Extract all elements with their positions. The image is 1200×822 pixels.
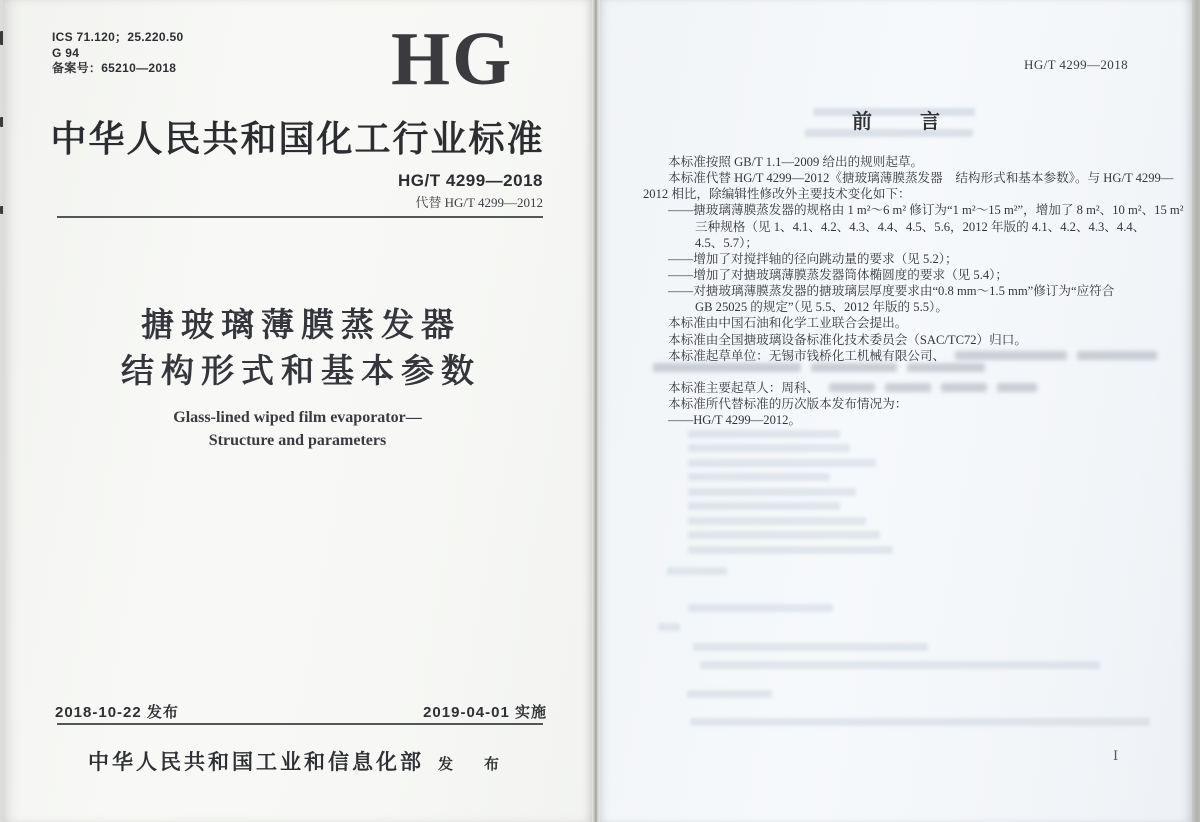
redacted-text-block [907,363,985,372]
foreword-line-text: 本标准按照 GB/T 1.1—2009 给出的规则起草。 [668,155,924,169]
foreword-line-text: 本标准由中国石油和化学工业联合会提出。 [668,316,908,331]
foreword-line [643,167,1174,186]
foreword-heading: 前 言 [852,111,954,133]
foreword-line-text: ——搪玻璃薄膜蒸发器的规格由 1 m²～6 m² 修订为“1 m²～15 m²”，增加了 8 m²、10 m²、15 m² [668,203,1184,218]
foreword-line [643,264,1143,280]
bleed-through-line [688,531,880,539]
foreword-page [600,0,1192,822]
title-zh-line1: 搪玻璃薄膜蒸发器 [141,306,461,343]
standard-series-title: 中华人民共和国化工行业标准 [50,118,545,159]
standard-title-en [3,406,592,452]
foreword-line-text: 本标准由全国搪玻璃设备标准化技术委员会（SAC/TC72）归口。 [668,332,1027,347]
foreword-line [643,216,1146,234]
footer-rule [57,723,543,725]
bleed-through-line [688,502,840,510]
foreword-line-text: ——HG/T 4299—2012。 [668,413,802,428]
foreword-line-text: ——增加了对搅拌轴的径向跳动量的要求（见 5.2）； [668,251,958,266]
foreword-line-text: 三种规格（见 1、4.1、4.2、4.3、4.4、4.5、5.6，2012 年版的 4.1、4.2、4.3、4.4、 [695,219,1146,234]
replaces-note: 代替 HG/T 4299—2012 [415,195,543,210]
bleed-through-line [658,623,680,631]
bleed-through-line [688,546,893,554]
bleed-through-line [687,690,772,698]
bleed-through-line [688,430,840,438]
issuing-body [3,746,592,776]
bleed-through-line [688,488,856,496]
redacted-text-block [1077,351,1157,360]
issue-date: 2018-10-22 发布 [55,704,179,721]
date-row [55,701,547,722]
bleed-through-line [667,567,727,575]
doc-class-code: G 94 [52,45,80,60]
redacted-text-block [955,351,1067,360]
foreword-line-text: 本标准起草单位：无锡市钱桥化工机械有限公司、 [668,348,946,363]
ics-code: ICS 71.120；25.220.50 [52,30,184,44]
foreword-line-text: ——对搪玻璃薄膜蒸发器的搪玻璃层厚度要求由“0.8 mm～1.5 mm”修订为“应符合 [668,284,1115,299]
foreword-line-text: 2012 相比，除编辑性修改外主要技术变化如下： [643,187,911,202]
foreword-line-text: 本标准所代替标准的历次版本发布情况为： [668,397,908,412]
redacted-text-block [829,383,875,392]
foreword-line [643,280,1143,299]
foreword-line-text: 4.5、5.7）； [695,235,758,250]
foreword-line-text: GB 25025 的规定”（见 5.5、2012 年版的 5.5）。 [695,300,948,315]
foreword-line [643,409,1143,428]
redacted-text-block [997,383,1037,392]
bleed-through-line [688,473,830,481]
bleed-through-line [693,643,928,651]
cover-meta-block [52,30,183,77]
foreword-line [643,183,1143,202]
bleed-through-line [688,459,876,467]
foreword-line [643,248,1143,264]
issue-label: 发 布 [437,757,507,773]
title-en-line2: Structure and parameters [208,432,387,449]
bleed-through-line [690,718,1150,726]
bleed-through-line [700,661,1100,669]
standard-number: HG/T 4299—2018 [398,171,543,190]
cover-page [3,0,592,822]
redacted-text-block [941,383,987,392]
bleed-through-line [688,517,866,525]
record-number: 备案号：65210—2018 [52,61,177,75]
redacted-text-block [653,363,801,372]
bleed-through-line [688,604,833,612]
foreword-line [643,361,1143,377]
foreword-line [643,329,1143,345]
foreword-line-text: 本标准代替 HG/T 4299—2012《搪玻璃薄膜蒸发器 结构形式和基本参数》。与 HG/T 4299— [668,171,1174,186]
foreword-body [643,151,1184,428]
foreword-line [643,232,1143,248]
header-rule [57,216,543,218]
foreword-line [643,393,1143,412]
redacted-text-block [885,383,931,392]
hg-logo: HG [391,17,514,101]
standard-title-zh [3,302,592,394]
redacted-text-block [811,363,897,372]
page-number: Ⅰ [1113,748,1119,763]
foreword-line [643,312,1143,331]
foreword-line [643,151,1143,167]
running-header-standard-number: HG/T 4299—2018 [1024,57,1128,72]
foreword-line-text: 本标准主要起草人：周科、 [668,380,820,395]
foreword-line [643,345,1143,361]
foreword-line-text: ——增加了对搪玻璃薄膜蒸发器筒体椭圆度的要求（见 5.4）； [668,267,1009,282]
issuer-name: 中华人民共和国工业和信息化部 [87,750,424,774]
scan-page-edge [1192,0,1200,822]
bleed-through-line [688,444,850,452]
foreword-line [643,296,1143,315]
title-en-line1: Glass-lined wiped film evaporator— [173,409,422,426]
foreword-line [643,199,1184,218]
page-spine [592,0,600,822]
title-zh-line2: 结构形式和基本参数 [121,352,481,389]
implementation-date: 2019-04-01 实施 [423,704,547,721]
foreword-line [643,377,1143,393]
